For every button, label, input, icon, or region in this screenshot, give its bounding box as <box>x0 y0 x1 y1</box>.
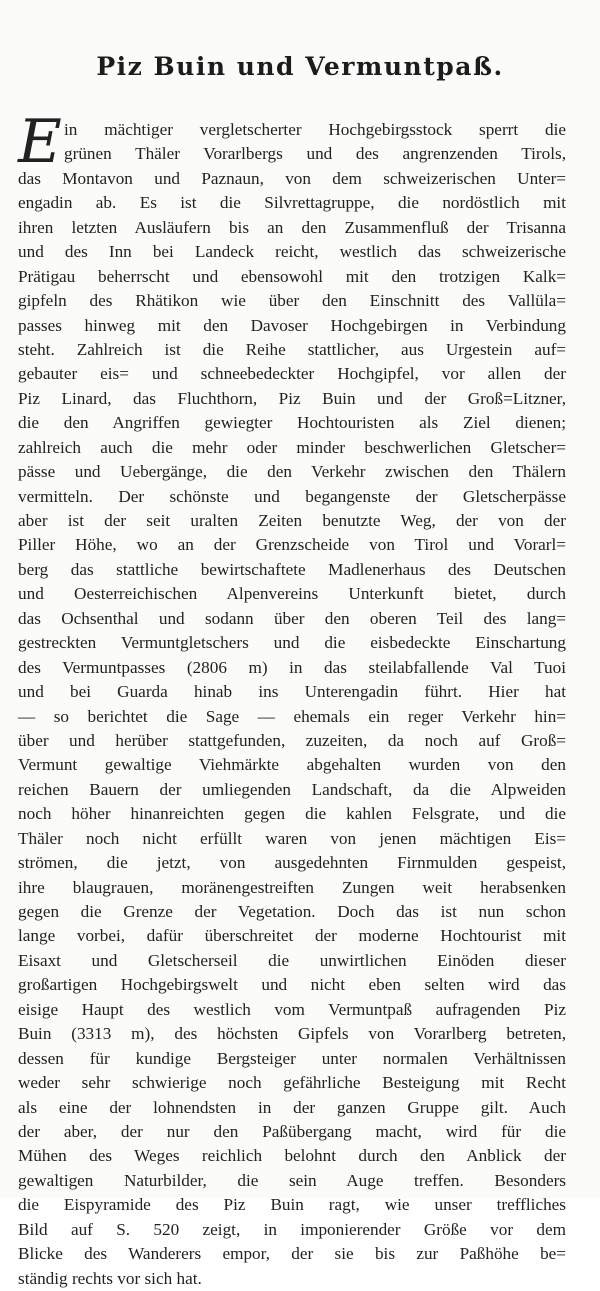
text-line: aber ist der seit uralten Zeiten benutzte Weg, der von der <box>18 511 566 530</box>
text-line: noch höher hinanreichten gegen die kahlen Felsgrate, und die <box>18 804 566 824</box>
text-line: weder sehr schwierige noch gefährliche Besteigung mit Recht <box>18 1073 566 1093</box>
text-line: ihren letzten Ausläufern bis an den Zusammenfluß der Trisanna <box>18 217 566 237</box>
drop-cap: E <box>18 107 62 177</box>
text-line: die Eispyramide des Piz Buin ragt, wie unser treffliches <box>18 1195 566 1215</box>
text-line: gipfeln des Rhätikon wie über den Einschnitt des Vallüla= <box>18 291 566 311</box>
text-line: Vermunt gewaltige Viehmärkte abgehalten wurden von den <box>18 755 566 775</box>
text-line: strömen, die jetzt, von ausgedehnten Firnmulden gespeist, <box>18 853 566 873</box>
text-line: in mächtiger vergletscherter Hochgebirgsstock sperrt die <box>64 120 566 139</box>
text-line: engadin ab. Es ist die Silvrettagruppe, die nordöstlich mit <box>18 193 566 213</box>
text-line: Prätigau beherrscht und ebensowohl mit den trotzigen Kalk= <box>18 266 566 286</box>
text-line: ihre blaugrauen, moränengestreiften Zungen weit herabsenken <box>18 877 566 897</box>
text-line: und des Inn bei Landeck reicht, westlich das schweizerische <box>18 242 566 262</box>
text-line: passes hinweg mit den Davoser Hochgebirgen in Verbindung <box>18 315 566 335</box>
text-line: das Montavon und Paznaun, von dem schweizerischen Unter= <box>18 168 566 188</box>
text-line: Bild auf S. 520 zeigt, in imponierender Größe vor dem <box>18 1219 566 1239</box>
text-line: Eisaxt und Gletscherseil die unwirtlichen Einöden dieser <box>18 950 566 970</box>
text-line: die den Angriffen gewiegter Hochtouristen als Ziel dienen; <box>18 413 566 433</box>
text-line: als eine der lohnendsten in der ganzen Gruppe gilt. Auch <box>18 1097 566 1117</box>
text-line: vermitteln. Der schönste und begangenste der Gletscherpässe <box>18 486 566 506</box>
text-line: Mühen des Weges reichlich belohnt durch den Anblick der <box>18 1146 566 1166</box>
text-line: reichen Bauern der umliegenden Landschaft, da die Alpweiden <box>18 779 566 799</box>
article-title: Piz Buin und Vermuntpaß. <box>96 52 504 81</box>
text-line: Piz Linard, das Fluchthorn, Piz Buin und der Groß=Litzner, <box>18 388 566 408</box>
text-line: und bei Guarda hinab ins Unterengadin führt. Hier hat <box>18 682 566 702</box>
text-line: steht. Zahlreich ist die Reihe stattlicher, aus Urgestein auf= <box>18 339 566 359</box>
article-body <box>18 118 566 1291</box>
text-line: des Vermuntpasses (2806 m) in das steilabfallende Val Tuoi <box>18 657 566 677</box>
text-line: gestreckten Vermuntgletschers und die eisbedeckte Einschartung <box>18 633 566 653</box>
text-line: eisige Haupt des westlich vom Vermuntpaß aufragenden Piz <box>18 999 566 1019</box>
text-line: gebauter eis= und schneebedeckter Hochgipfel, vor allen der <box>18 364 566 384</box>
text-line: pässe und Uebergänge, die den Verkehr zwischen den Thälern <box>18 462 566 482</box>
text-line: Blicke des Wanderers empor, der sie bis zur Paßhöhe be= <box>18 1244 566 1264</box>
text-line: — so berichtet die Sage — ehemals ein reger Verkehr hin= <box>18 706 566 726</box>
text-line: großartigen Hochgebirgswelt und nicht eben selten wird das <box>18 975 566 995</box>
text-line: Buin (3313 m), des höchsten Gipfels von Vorarlberg betreten, <box>18 1024 566 1044</box>
text-line: ständig rechts vor sich hat. <box>18 1268 202 1288</box>
text-line: berg das stattliche bewirtschaftete Madlenerhaus des Deutschen <box>18 559 566 579</box>
text-line: grünen Thäler Vorarlbergs und des angrenzenden Tirols, <box>64 144 566 164</box>
text-line: das Ochsenthal und sodann über den oberen Teil des lang= <box>18 608 566 628</box>
text-line: Piller Höhe, wo an der Grenzscheide von Tirol und Vorarl= <box>18 535 566 555</box>
text-line: und Oesterreichischen Alpenvereins Unterkunft bietet, durch <box>18 584 566 604</box>
text-line: dessen für kundige Bergsteiger unter normalen Verhältnissen <box>18 1048 566 1068</box>
text-line: über und herüber stattgefunden, zuzeiten, da noch auf Groß= <box>18 730 566 750</box>
text-line: Thäler noch nicht erfüllt waren von jenen mächtigen Eis= <box>18 828 566 848</box>
text-line: der aber, der nur den Paßübergang macht, wird für die <box>18 1121 566 1141</box>
text-line: zahlreich auch die mehr oder minder beschwerlichen Gletscher= <box>18 437 566 457</box>
text-line: gewaltigen Naturbilder, die sein Auge treffen. Besonders <box>18 1170 566 1190</box>
text-line: lange vorbei, dafür überschreitet der moderne Hochtourist mit <box>18 926 566 946</box>
text-line: gegen die Grenze der Vegetation. Doch das ist nun schon <box>18 902 566 921</box>
